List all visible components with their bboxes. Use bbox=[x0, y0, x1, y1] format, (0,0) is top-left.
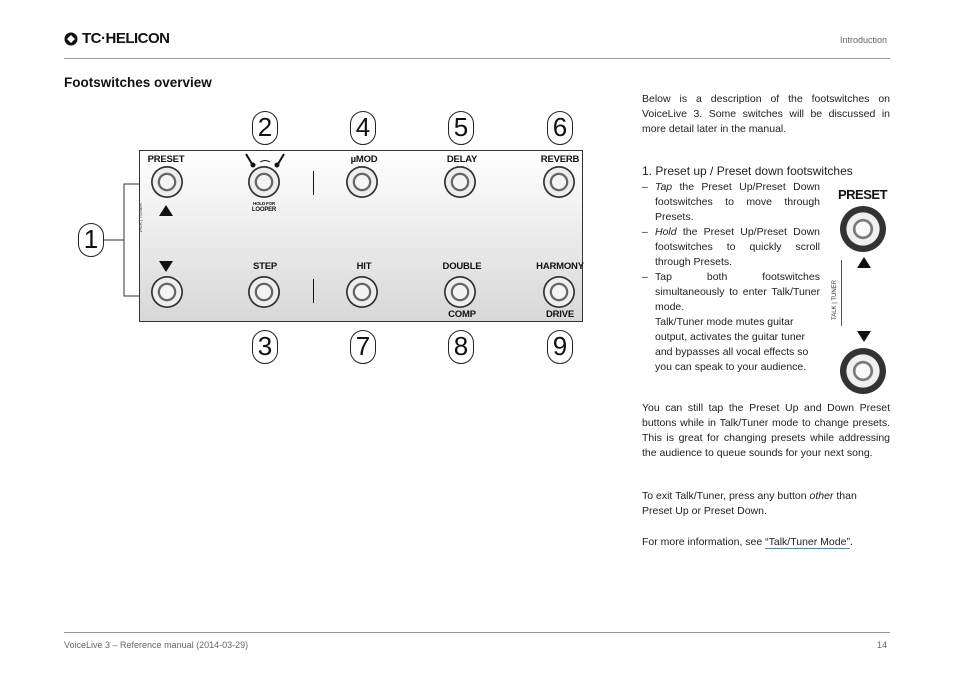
callout-3: 3 bbox=[252, 330, 278, 364]
footswitch-board bbox=[139, 150, 583, 322]
divider-line bbox=[313, 171, 314, 195]
callout-9: 9 bbox=[547, 330, 573, 364]
paragraph-still-tap: You can still tap the Preset Up and Down Preset buttons while in Talk/Tuner mode to change presets. This is great for changing presets while addressing the audience to queue sounds for your next song. bbox=[642, 402, 890, 459]
callout-1: 1 bbox=[78, 223, 104, 257]
talk-tuner-mode-link[interactable]: “Talk/Tuner Mode” bbox=[765, 536, 850, 548]
bullet-2-text: the Preset Up/Preset Down footswitches to quickly scroll through Presets. bbox=[655, 226, 820, 268]
bracket-line bbox=[104, 180, 144, 300]
footswitch-umod[interactable] bbox=[346, 166, 378, 198]
label-double: DOUBLE bbox=[442, 261, 482, 272]
bullet-3-detail: Talk/Tuner mode mutes guitar output, activates the guitar tuner and bypasses all vocal effects so you can speak to your audience. bbox=[655, 316, 809, 373]
more-info-text: For more information, see bbox=[642, 536, 766, 548]
side-up-arrow-icon bbox=[857, 257, 871, 268]
callout-4: 4 bbox=[350, 111, 376, 145]
callout-7: 7 bbox=[350, 330, 376, 364]
preset-down-switch-illustration bbox=[840, 348, 886, 394]
footswitch-delay[interactable] bbox=[444, 166, 476, 198]
label-reverb: REVERB bbox=[540, 154, 580, 165]
label-harmony: HARMONY bbox=[536, 261, 584, 272]
side-talk-tuner-label: TALK | TUNER bbox=[832, 279, 838, 320]
divider-line bbox=[313, 279, 314, 303]
list-item: – Tap both footswitches simultaneously to enter Talk/Tuner mode. bbox=[642, 271, 820, 313]
preset-up-switch-illustration bbox=[840, 206, 886, 252]
footswitch-double[interactable] bbox=[444, 276, 476, 308]
label-preset: PRESET bbox=[147, 154, 185, 165]
more-info-end: . bbox=[849, 536, 853, 548]
footer-divider bbox=[64, 632, 890, 633]
label-delay: DELAY bbox=[446, 154, 478, 165]
footswitch-reverb[interactable] bbox=[543, 166, 575, 198]
label-comp: COMP bbox=[448, 309, 476, 320]
footswitch-hit[interactable] bbox=[346, 276, 378, 308]
bullet-3-text: Tap both footswitches simultaneously to enter Talk/Tuner mode. bbox=[655, 271, 820, 313]
brand-name: TC·HELICON bbox=[82, 30, 170, 47]
tap-emphasis: Tap bbox=[655, 181, 673, 193]
footswitch-harmony[interactable] bbox=[543, 276, 575, 308]
page-title: Footswitches overview bbox=[64, 75, 212, 90]
label-drive: DRIVE bbox=[545, 309, 575, 320]
label-hit: HIT bbox=[356, 261, 372, 272]
logo-mark-icon bbox=[64, 32, 78, 46]
subsection-heading: 1. Preset up / Preset down footswitches bbox=[642, 164, 853, 178]
header-divider bbox=[64, 58, 890, 59]
label-umod: µMOD bbox=[350, 154, 378, 165]
exit-text-b: than Preset Up or Preset Down. bbox=[642, 490, 857, 517]
paragraph-exit bbox=[642, 489, 890, 519]
footswitch-preset-down[interactable] bbox=[151, 276, 183, 308]
side-down-arrow-icon bbox=[857, 331, 871, 342]
label-hold-for: HOLD FOR bbox=[253, 201, 275, 206]
callout-2: 2 bbox=[252, 111, 278, 145]
preset-up-arrow-icon bbox=[159, 205, 173, 216]
section-label: Introduction bbox=[839, 35, 887, 45]
preset-down-arrow-icon bbox=[159, 261, 173, 272]
bullet-1-text: the Preset Up/Preset Down footswitches to move through Presets. bbox=[655, 181, 820, 223]
page-number: 14 bbox=[876, 640, 887, 650]
label-looper: LOOPER bbox=[251, 207, 277, 213]
callout-6: 6 bbox=[547, 111, 573, 145]
list-item: – Hold the Preset Up/Preset Down footswitches to quickly scroll through Presets. bbox=[642, 226, 820, 268]
other-emphasis: other bbox=[809, 490, 834, 502]
side-preset-label: PRESET bbox=[838, 187, 888, 202]
paragraph-more-info bbox=[642, 535, 890, 550]
callout-5: 5 bbox=[448, 111, 474, 145]
footswitch-looper[interactable] bbox=[248, 166, 280, 198]
callout-8: 8 bbox=[448, 330, 474, 364]
bullet-list bbox=[642, 180, 820, 375]
footswitch-step[interactable] bbox=[248, 276, 280, 308]
exit-text-a: To exit Talk/Tuner, press any button bbox=[642, 490, 810, 502]
intro-paragraph: Below is a description of the footswitches on VoiceLive 3. Some switches will be discussed in more detail later in the manual. bbox=[642, 93, 890, 135]
label-talk-tuner: TALK | TUNER bbox=[138, 202, 143, 233]
list-item: – Tap the Preset Up/Preset Down footswitches to move through Presets. bbox=[642, 181, 820, 223]
footer-doc-title: VoiceLive 3 – Reference manual (2014-03-29) bbox=[64, 640, 249, 650]
footswitch-preset-up[interactable] bbox=[151, 166, 183, 198]
side-line bbox=[841, 260, 842, 326]
label-step: STEP bbox=[252, 261, 277, 272]
brand-logo bbox=[64, 30, 170, 47]
hold-emphasis: Hold bbox=[655, 226, 677, 238]
